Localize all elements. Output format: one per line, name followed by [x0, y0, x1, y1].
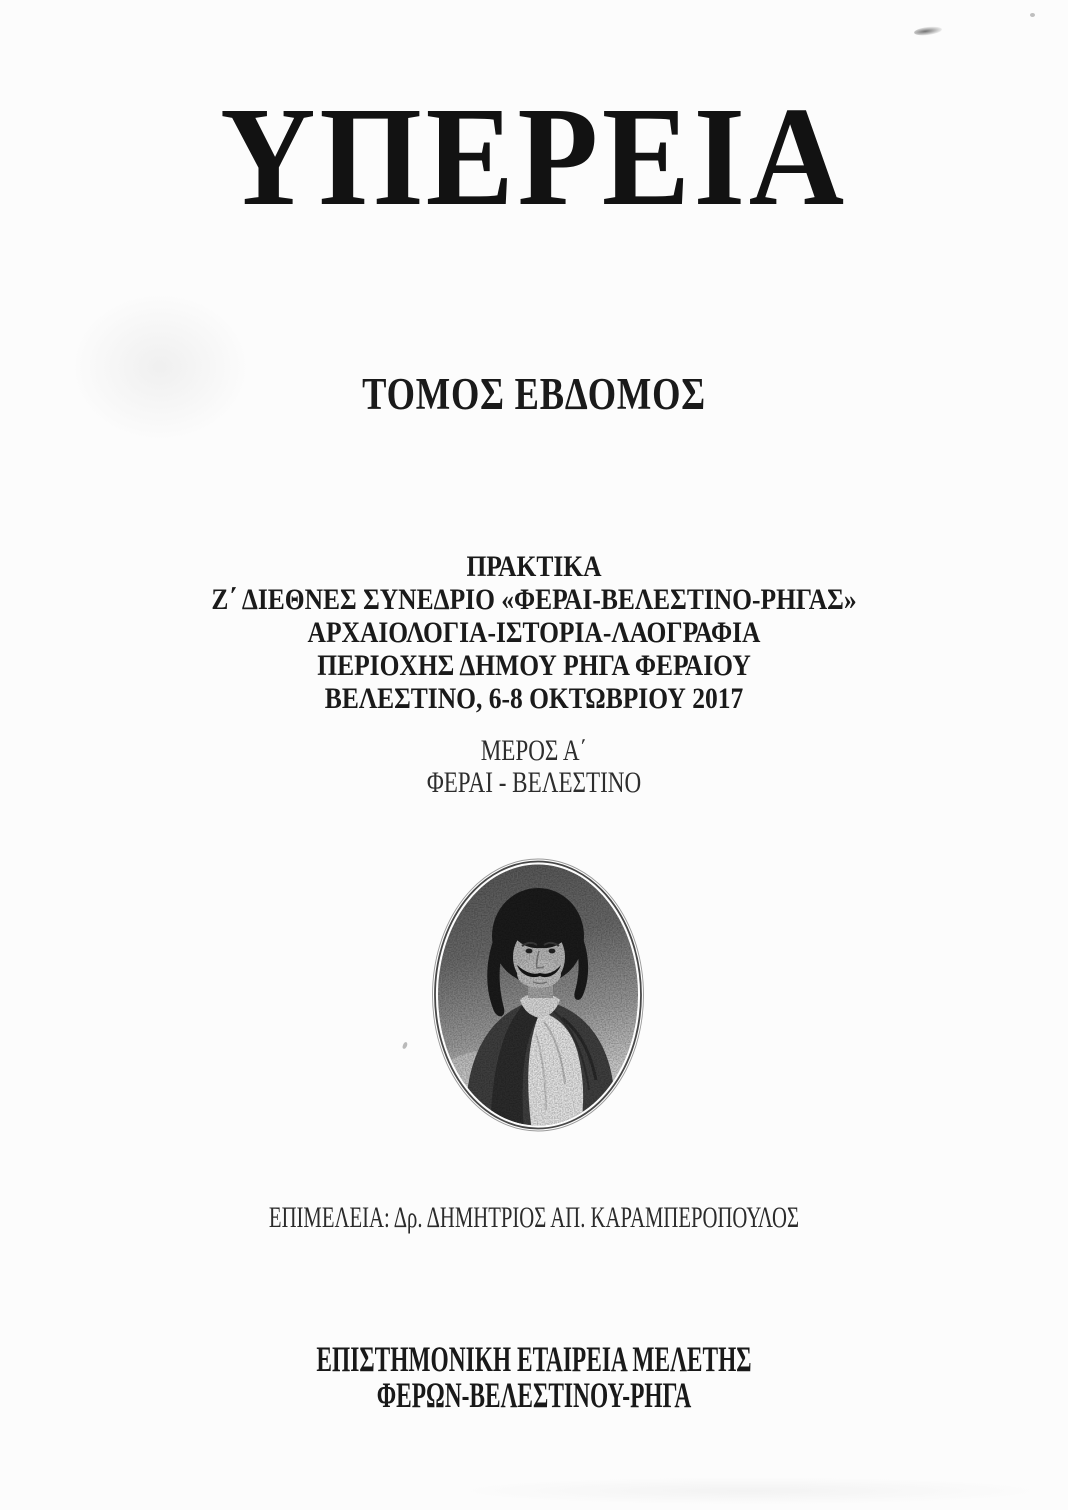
part-subject: ΦΕΡΑΙ - ΒΕΛΕΣΤΙΝΟ: [426, 766, 642, 799]
scan-speck-artifact: [402, 1042, 408, 1050]
volume-label: ΤΟΜΟΣ ΕΒΔΟΜΟΣ: [362, 369, 706, 419]
publisher-line-1: ΕΠΙΣΤΗΜΟΝΙΚΗ ΕΤΑΙΡΕΙΑ ΜΕΛΕΤΗΣ: [316, 1339, 752, 1379]
publisher-block: [187, 1341, 881, 1413]
journal-title: ΥΠΕΡΕΙΑ: [220, 77, 848, 235]
editor-credit: ΕΠΙΜΕΛΕΙΑ: Δρ. ΔΗΜΗΤΡΙΟΣ ΑΠ. ΚΑΡΑΜΠΕΡΟΠΟΥΛΟΣ: [268, 1201, 800, 1234]
scan-speck-artifact: [1030, 13, 1035, 17]
proceedings-block: [80, 550, 988, 715]
proceedings-line-5: ΒΕΛΕΣΤΙΝΟ, 6-8 ΟΚΤΩΒΡΙΟΥ 2017: [324, 682, 744, 715]
part-label: ΜΕΡΟΣ Α΄: [480, 734, 588, 767]
publisher-line-2: ΦΕΡΩΝ-ΒΕΛΕΣΤΙΝΟΥ-ΡΗΓΑ: [376, 1375, 692, 1415]
scan-smudge-artifact: [914, 25, 943, 36]
proceedings-line-3: ΑΡΧΑΙΟΛΟΓΙΑ-ΙΣΤΟΡΙΑ-ΛΑΟΓΡΑΦΙΑ: [307, 616, 761, 649]
proceedings-line-1: ΠΡΑΚΤΙΚΑ: [466, 550, 602, 583]
scan-blotch-artifact: [70, 292, 250, 442]
portrait-engraving-icon: [432, 858, 644, 1132]
scan-noise-artifact: [470, 1478, 1030, 1504]
part-block: [123, 735, 945, 799]
proceedings-line-2: Ζ΄ ΔΙΕΘΝΕΣ ΣΥΝΕΔΡΙΟ «ΦΕΡΑΙ-ΒΕΛΕΣΤΙΝΟ-ΡΗΓΑΣ»: [211, 583, 857, 616]
proceedings-line-4: ΠΕΡΙΟΧΗΣ ΔΗΜΟΥ ΡΗΓΑ ΦΕΡΑΙΟΥ: [317, 649, 751, 682]
